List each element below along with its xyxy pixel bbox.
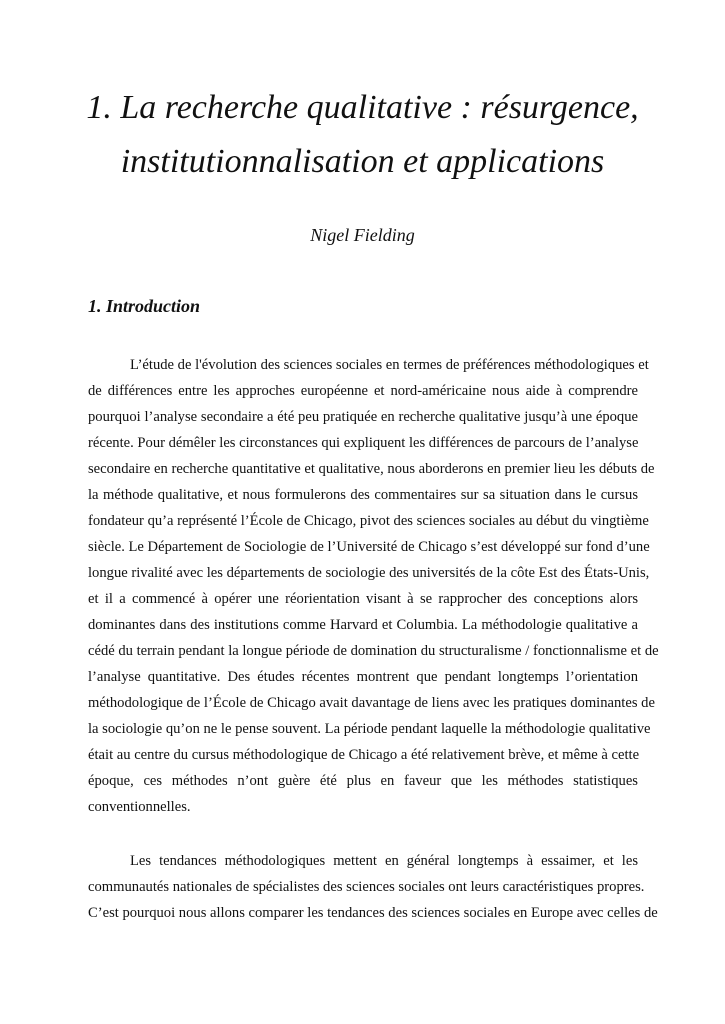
paragraph-line: communautés nationales de spécialistes des sciences sociales ont leurs caractéristiques propres. (88, 879, 645, 895)
paragraph-line: récente. Pour démêler les circonstances qui expliquent les différences de parcours de l’analyse (88, 435, 639, 451)
paragraph-line: pourquoi l’analyse secondaire a été peu pratiquée en recherche qualitative jusqu’à une époque (88, 409, 638, 425)
paragraph-line: L’étude de l'évolution des sciences sociales en termes de préférences méthodologiques et (130, 357, 649, 373)
paragraph-line: conventionnelles. (88, 799, 191, 815)
paragraph-line: méthodologique de l’École de Chicago avait davantage de liens avec les pratiques dominantes de (88, 695, 655, 711)
paragraph-line: fondateur qu’a représenté l’École de Chicago, pivot des sciences sociales au début du vingtième (88, 513, 649, 529)
paragraph-line: cédé du terrain pendant la longue période de domination du structuralisme / fonctionnalisme et de (88, 643, 659, 659)
author-name: Nigel Fielding (310, 225, 415, 245)
paragraph-line: de différences entre les approches européenne et nord-américaine nous aide à comprendre (88, 383, 638, 399)
document-title-line-1: 1. La recherche qualitative : résurgence, (86, 89, 639, 126)
paragraph-line: longue rivalité avec les départements de sociologie des universités de la côte Est des États-Unis, (88, 565, 650, 581)
paragraph-line: époque, ces méthodes n’ont guère été plus en faveur que les méthodes statistiques (88, 773, 638, 789)
paragraph-line: C’est pourquoi nous allons comparer les tendances des sciences sociales en Europe avec celles de (88, 905, 658, 921)
paragraph-line: Les tendances méthodologiques mettent en général longtemps à essaimer, et les (130, 853, 638, 869)
paragraph-line: dominantes dans des institutions comme Harvard et Columbia. La méthodologie qualitative a (88, 617, 638, 633)
paragraph-line: siècle. Le Département de Sociologie de l’Université de Chicago s’est développé sur fond d’une (88, 539, 650, 555)
paragraph-line: était au centre du cursus méthodologique de Chicago a été relativement brève, et même à cette (88, 747, 640, 763)
paragraph-line: secondaire en recherche quantitative et qualitative, nous aborderons en premier lieu les débuts de (88, 461, 655, 477)
paragraph-line: la méthode qualitative, et nous formulerons des commentaires sur sa situation dans le cursus (88, 487, 638, 503)
paragraph-line: la sociologie qu’on ne le pense souvent. La période pendant laquelle la méthodologie qualitative (88, 721, 651, 737)
document-title-line-2: institutionnalisation et applications (120, 143, 605, 180)
paragraph-line: et il a commencé à opérer une réorientation visant à se rapprocher des conceptions alors (88, 591, 638, 607)
paragraph-line: l’analyse quantitative. Des études récentes montrent que pendant longtemps l’orientation (88, 669, 638, 685)
section-heading-introduction: 1. Introduction (88, 296, 201, 316)
